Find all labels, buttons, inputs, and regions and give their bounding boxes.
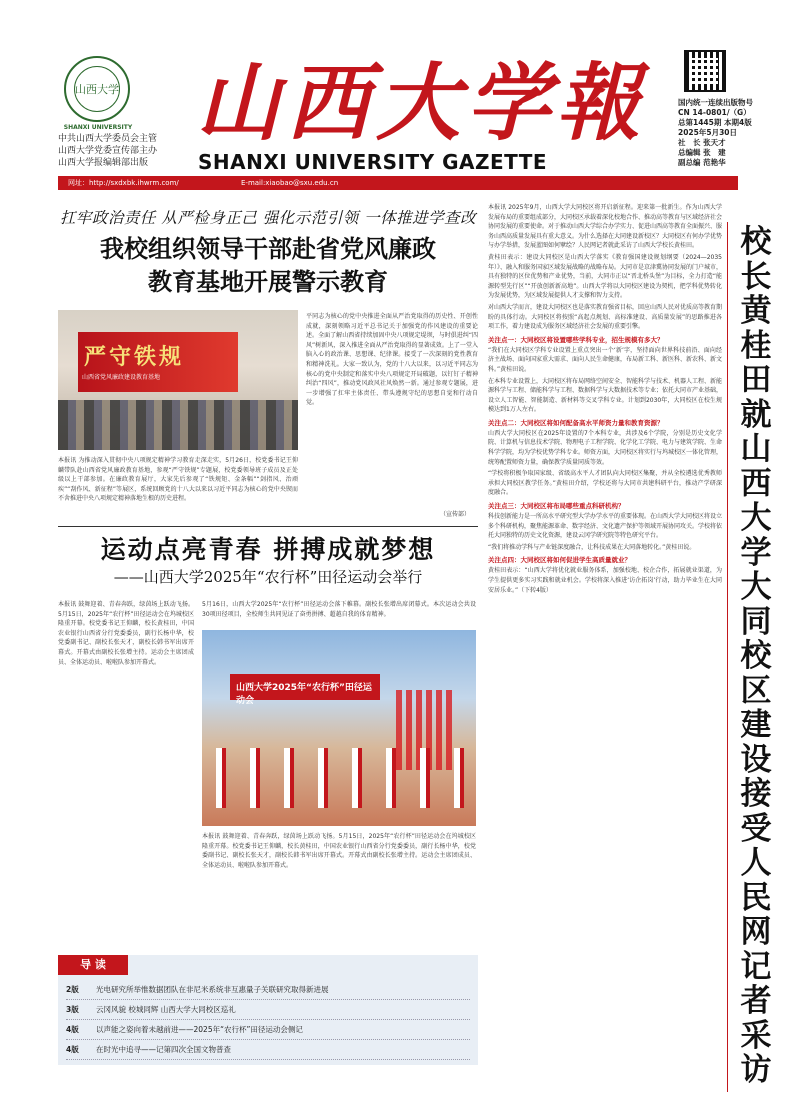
article3-answer: “学校将积极争取国家级、省级高水平人才团队向大同校区集聚，并从全校遴选优秀教师承担大同校区教学任务。”黄桂田介绍，学校还将与大同市共建科研平台，推动产学研深度融合。	[488, 470, 722, 497]
article3-intro: 本报讯 2025年9月，山西大学大同校区将开启新征程。迎来第一批新生。作为山西大学发展布局的重要组成部分，大同校区承载着深化校地合作、推动高等教育与区域经济社会协同发展的重要使命。对于推动山西大学综合办学实力、促进山西高等教育全面振兴、服务山西高质量发展具有重大意义。为什么选择在大同建设新校区？大同校区有何办学优势与办学举措，发展蓝图如何擘绘？人民网记者就此采访了山西大学校长黄桂田。	[488, 204, 723, 250]
guide-page: 4版	[66, 1045, 79, 1054]
newspaper-title: 山西大学報	[196, 53, 647, 152]
guide-text: 在时光中追寻——记第四次全国文物普查	[96, 1045, 231, 1054]
pub-info-line: 副总编 范艳华	[678, 158, 726, 167]
qr-code-icon	[684, 50, 726, 92]
publication-info	[678, 98, 753, 168]
article2-subhead: ——山西大学2025年“农行杯”田径运动会举行	[113, 568, 423, 586]
guide-text: 云冈风貌 校城同辉 山西大学大同校区巡礼	[96, 1005, 236, 1014]
column-rule	[727, 222, 728, 1092]
sponsor-line: 山西大学党委宣传部主办	[58, 146, 158, 156]
guide-text: 光电研究所举惟数据团队在非尼米系统非互惠量子关联研究取得新进展	[96, 985, 329, 994]
university-seal-icon	[64, 56, 130, 122]
guide-list	[66, 980, 470, 1060]
article3-vertical-headline: 校长黄桂田就山西大学大同校区建设接受人民网记者采访	[740, 224, 772, 1088]
article3-answer: “我们在大同校区学科专业设置上重点突出一个‘新’字，坚持面向世界科技前沿、面向经济主战场、面向国家重大需求、面向人民生命健康，布局新工科、新医科、新农科、新文科。”黄桂田说。	[488, 346, 723, 373]
article3-answer: “我们将推动学科与产业链深度融合，让科技成果在大同落地转化。”黄桂田说。	[488, 543, 696, 551]
pub-info-line: 国内统一连续出版物号	[678, 98, 753, 107]
guide-item[interactable]	[66, 1000, 470, 1020]
article3-answer: 在本科专业设置上，大同校区将布局网络空间安全、智能科学与技术、机器人工程、新能源科学与工程、储能科学与工程、数据科学与大数据技术等专业；依托大同市产业基础，设立人工智能、智能制造、新材料等交叉学科专业。计划到2030年，大同校区在校生规模达到1万人左右。	[488, 377, 723, 414]
article3-question: 关注点四：大同校区将如何促进学生高质量就业？	[488, 556, 631, 565]
article2-photo	[202, 630, 476, 826]
article3-para: 黄桂田表示：建设大同校区是山西大学落实《教育强国建设规划纲要（2024—2035年）》、融入和服务国家区域发展战略的战略布局。大同市是京津冀协同发展的门户城市，具有独特的区位优势和产业优势，当前，大同市正以“晋北桥头堡”为目标，全力打造“能源转型先行区”“开放创新新高地”。山西大学将以大同校区建设为契机，把学科优势转化为发展优势，为区域发展提供人才支撑和智力支持。	[488, 253, 723, 300]
article2-body-continued: 本报讯 鼓舞迎着、青春奔跃，绿茵场上跃动飞扬。5月15日，2025年“农行杯”田径运动会在坞城校区隆重开幕。校党委书记王仰麟，校长黄桂田，中国农业银行山西省分行党委委员，副行长杨中华，校党委副书记、副校长张天才，副校长韩书军出席开幕式。开幕式由副校长张增主持。运动会主席团成员、全体运动员、啦啦队参加开幕式。	[202, 833, 476, 869]
newspaper-title-english: SHANXI UNIVERSITY GAZETTE	[198, 150, 548, 174]
guide-title: 导 读	[58, 955, 128, 975]
masthead	[0, 0, 800, 175]
exhibit-banner: 山西省党风廉政建设教育基地	[82, 374, 161, 381]
sponsor-list	[58, 133, 157, 169]
guide-item[interactable]	[66, 1040, 470, 1060]
article1-headline	[58, 232, 478, 298]
seal-caption: SHANXI UNIVERSITY	[63, 124, 133, 131]
marching-athletes	[202, 748, 476, 808]
article3-question: 关注点三：大同校区将布局哪些重点科研机构？	[488, 502, 625, 511]
exhibit-sign: 严守铁规	[84, 344, 185, 370]
seal-inner: 山西大学	[74, 66, 120, 112]
article3-answer: 黄桂田表示：“山西大学将优化就业服务体系，加强校地、校企合作，拓展就业渠道，为学生提供更多实习实践和就业机会。学校将深入推进‘访企拓岗’行动，助力毕业生在大同安居乐业。”（下转4版）	[488, 567, 722, 594]
headline-line: 教育基地开展警示教育	[148, 267, 388, 296]
pub-info-line: 2025年5月30日	[678, 128, 738, 137]
article3-body	[488, 203, 722, 1098]
sponsor-line: 山西大学报编辑部出版	[58, 158, 149, 168]
section-divider	[58, 526, 478, 527]
article3-answer: 科技创新能力是一所高水平研究型大学办学水平的重要体现。在山西大学大同校区将设立多个科研机构，聚焦能源革命、数字经济、文化遗产保护等领域开展协同攻关。学校将依托大同独特的历史文化资源，建设云冈学研究院等特色研究平台。	[488, 513, 723, 540]
article3-para: 对山西大学而言，建设大同校区也是落实教育强省目标，回应山西人民对优质高等教育期盼的具体行动。大同校区将按照“高起点规划、高标准建设、高质量发展”的思路推进各项工作，着力建设成为服务区域经济社会发展的重要引擎。	[488, 303, 723, 331]
guide-page: 3版	[66, 1005, 79, 1014]
guide-item[interactable]	[66, 1020, 470, 1040]
pub-info-line: 社 长 张天才	[678, 138, 726, 147]
article3-answer: 山西大学大同校区在2025年设置的7个本科专业，共涉及6个学院，分别是历史文化学院、计算机与信息技术学院、物理电子工程学院、化学化工学院、电力与建筑学院、生命科学学院，均为学校优势学科专业。师资方面，大同校区将实行与坞城校区一体化管理，统筹配置师资力量，确保教学质量同质等效。	[488, 429, 723, 466]
website-link[interactable]: 网址：http://sxdxbk.ihwrm.com/	[68, 179, 179, 187]
article2-body: 本报讯 鼓舞迎着、青春奔跃，绿茵场上跃动飞扬。5月15日，2025年“农行杯”田径运动会在坞城校区隆重开幕。校党委书记王仰麟，校长黄桂田，中国农业银行山西省分行党委委员，副行长杨中华，校党委副书记、副校长张天才，副校长韩书军出席开幕式。开幕式由副校长张增主持。运动会主席团成员、全体运动员、啦啦队参加开幕式。	[58, 601, 194, 666]
article3-question: 关注点二：大同校区将如何配备高水平师资力量和教育资源？	[488, 418, 664, 427]
guide-page: 2版	[66, 985, 79, 994]
sports-meet-banner: 山西大学2025年“农行杯”田径运动会	[230, 674, 380, 700]
guide-text: 以声能之姿向着未越前进——2025年“农行杯”田径运动会侧记	[96, 1025, 303, 1034]
article1-photo	[58, 310, 298, 450]
article1-signature: （宣传部）	[440, 511, 471, 518]
pub-info-line: CN 14-0801/（G）	[678, 108, 751, 117]
article1-kicker: 扛牢政治责任 从严检身正己 强化示范引领 一体推进学查改	[59, 209, 477, 227]
article1-body-right: 平同志为核心的党中央推进全面从严治党取得的历史性、开创性成就，深刻领略习近平总书记关于加强党的作风建设的重要论述。全面了解山西省持续加固中央八项规定堤坝，与时俱进纠“四风”树新风，深入推进全面从严治党取得的显著成效。上了一堂入脑入心的政治课、思想课、纪律课。接受了一次深刻的党性教育和精神洗礼。大家一致认为，党的十八大以来，以习近平同志为核心的党中央制定和落实中央八项规定开局破题，以钉钉子精神纠治“四风”，推动党风政风社风焕然一新。通过参观专题展，进一步增强了扛牢主体责任、带头遵规守纪的思想自觉和行动自觉。	[306, 313, 478, 407]
visitor-group	[58, 400, 298, 450]
pub-info-line: 总编辑 张 建	[678, 148, 726, 157]
pub-info-line: 总第1445期 本期4版	[678, 118, 752, 127]
article1-body-left: 本报讯 为推动深入贯彻中央八项规定精神学习教育走深走实，5月26日，校党委书记王仰麟带队赴山西省党风廉政教育基地，参观“严守铁规”专题展，校党委领导班子成员及正处级以上干部参加。在廉政教育展厅，大家先后参观了“铁规矩、金条幅”“剑指风、治顽疾”“刮作风、新征程”等展区，系统回顾党的十八大以来以习近平同志为核心的党中央锲而不舍推进中央八项规定精神落地生根的历史进程。	[58, 457, 298, 503]
guide-item[interactable]	[66, 980, 470, 1000]
article3-question: 关注点一：大同校区将设置哪些学科专业，招生规模有多大？	[488, 335, 664, 344]
sponsor-line: 中共山西大学委员会主管	[58, 134, 158, 144]
contact-bar	[58, 176, 738, 190]
article2-headline: 运动点亮青春 拼搏成就梦想	[100, 535, 436, 564]
headline-line: 我校组织领导干部赴省党风廉政	[100, 234, 436, 263]
email-link[interactable]: E-mail:xiaobao@sxu.edu.cn	[241, 179, 339, 187]
guide-page: 4版	[66, 1025, 79, 1034]
article2-body-secondary: 5月16日，山西大学2025年“农行杯”田径运动会落下帷幕。副校长张增出席闭幕式。本次运动会共设30项田径项目，全校师生共同见证了奋勇拼搏、超越自我的体育精神。	[202, 601, 476, 618]
